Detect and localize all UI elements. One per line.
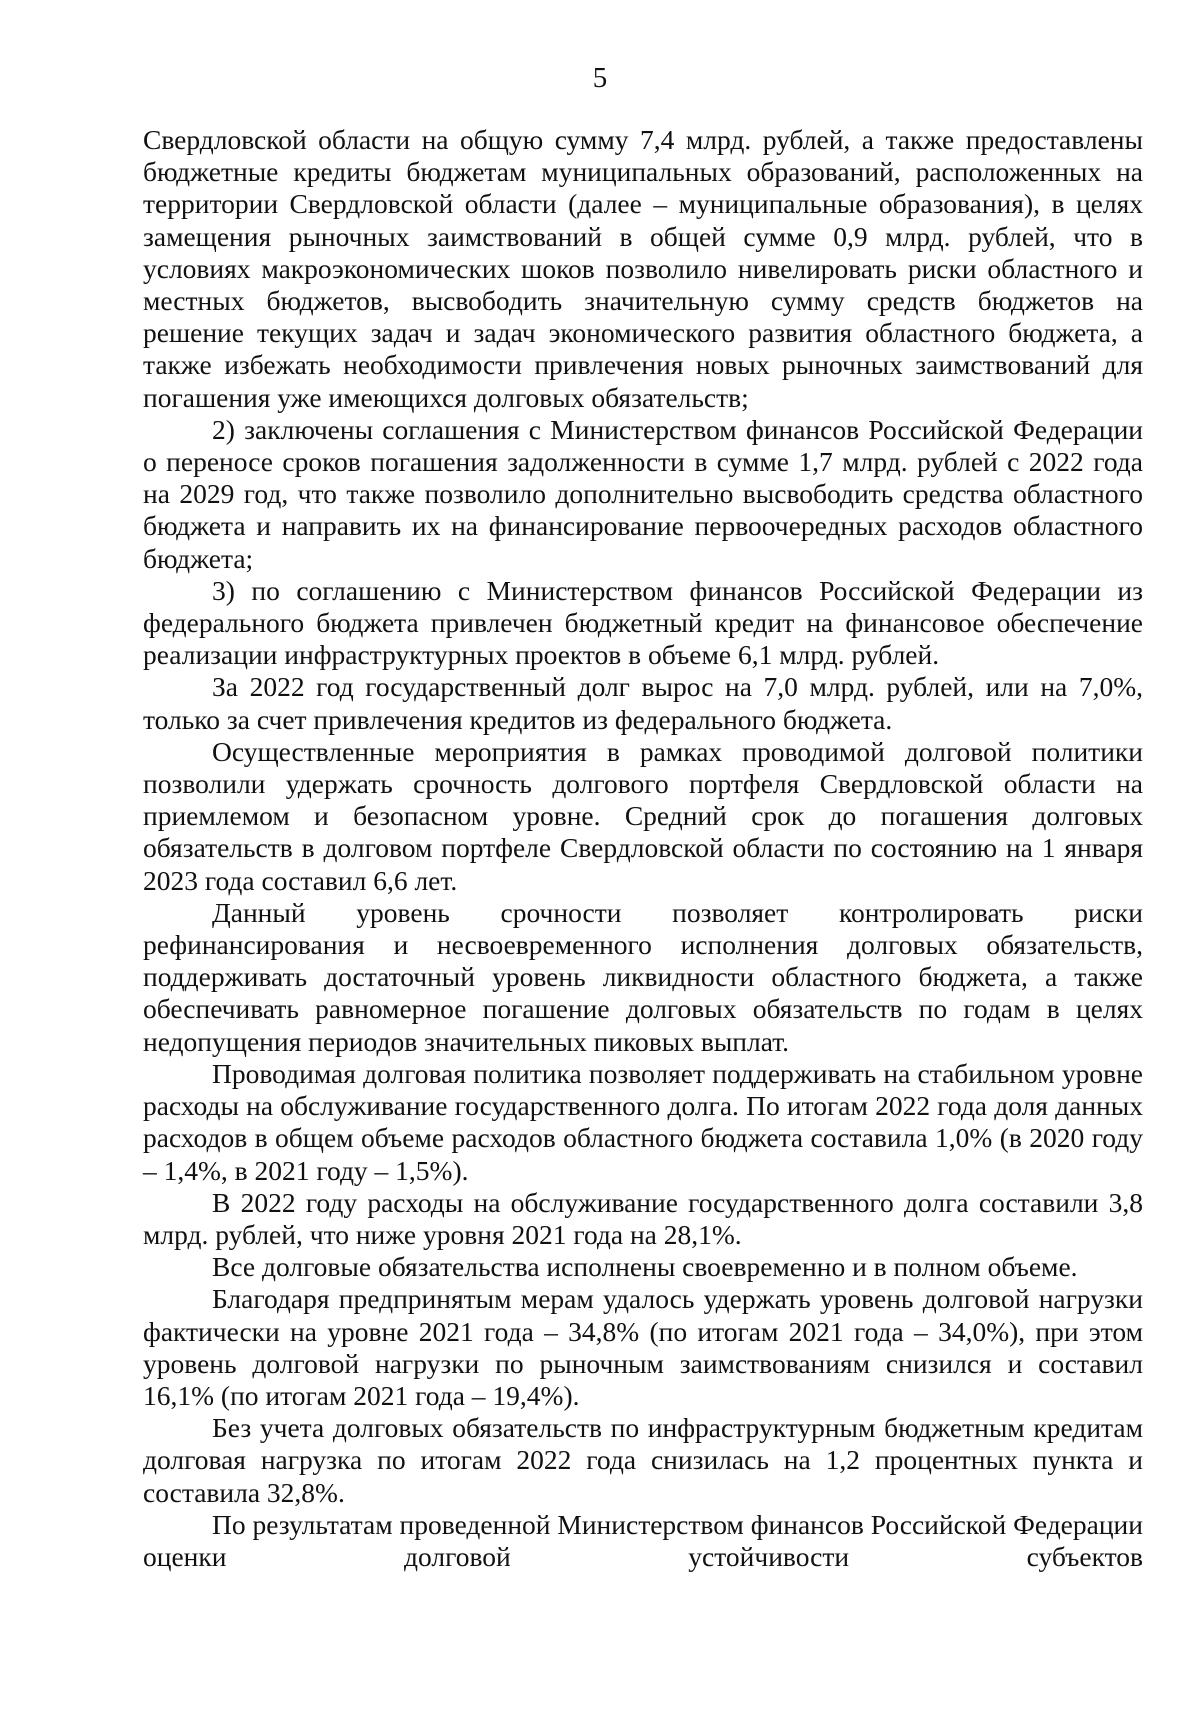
paragraph-continuation: Свердловской области на общую сумму 7,4 млрд. рублей, а также предоставлены бюджетные кредиты бюджетам муниципальных образований, расположенных на территории Свердловской области (далее – муниципальные образования), в целях замещения рыночных заимствований в общей сумме 0,9 млрд. рублей, что в условиях макроэкономических шоков позволило нивелировать риски областного и местных бюджетов, высвободить значительную сумму средств бюджетов на решение текущих задач и задач экономического развития областного бюджета, а также избежать необходимости привлечения новых рыночных заимствований для погашения уже имеющихся долговых обязательств; <box>143 124 1143 413</box>
paragraph-debt-maturity: Осуществленные мероприятия в рамках проводимой долговой политики позволили удержать срочность долгового портфеля Свердловской области на приемлемом и безопасном уровне. Средний срок до погашения долговых обязательств в долговом портфеле Свердловской области по состоянию на 1 января 2023 года составил 6,6 лет. <box>143 735 1143 896</box>
paragraph-debt-burden: Благодаря предпринятым мерам удалось удержать уровень долговой нагрузки фактически на уровне 2021 года – 34,8% (по итогам 2021 года – 34,0%), при этом уровень долговой нагрузки по рыночным заимствованиям снизился и составил 16,1% (по итогам 2021 года – 19,4%). <box>143 1283 1143 1411</box>
paragraph-obligations-fulfilled: Все долговые обязательства исполнены своевременно и в полном объеме. <box>212 1251 1078 1283</box>
paragraph-item-3: 3) по соглашению с Министерством финансов Российской Федерации из федерального бюджета привлечен бюджетный кредит на финансовое обеспечение реализации инфраструктурных проектов в объеме 6,1 млрд. рублей. <box>143 574 1143 671</box>
paragraph-debt-burden-excluding-infrastructure: Без учета долговых обязательств по инфраструктурным бюджетным кредитам долговая нагрузка по итогам 2022 года снизилась на 1,2 процентных пункта и составила 32,8%. <box>143 1412 1143 1508</box>
paragraph-item-2: 2) заключены соглашения с Министерством финансов Российской Федерации о переносе сроков погашения задолженности в сумме 1,7 млрд. рублей с 2022 года на 2029 год, что также позволило дополнительно высвободить средства областного бюджета и направить их на финансирование первоочередных расходов областного бюджета; <box>143 413 1143 574</box>
page-number: 5 <box>592 62 608 94</box>
paragraph-debt-sustainability-assessment: По результатам проведенной Министерством финансов Российской Федерации оценки долговой устойчивости субъектов <box>143 1508 1143 1572</box>
document-body <box>143 124 1143 1573</box>
paragraph-service-costs-share: Проводимая долговая политика позволяет поддерживать на стабильном уровне расходы на обслуживание государственного долга. По итогам 2022 года доля данных расходов в общем объеме расходов областного бюджета составила 1,0% (в 2020 году – 1,4%, в 2021 году – 1,5%). <box>143 1057 1143 1186</box>
paragraph-risk-control: Данный уровень срочности позволяет контролировать риски рефинансирования и несвоевременного исполнения долговых обязательств, поддерживать достаточный уровень ликвидности областного бюджета, а также обеспечивать равномерное погашение долговых обязательств по годам в целях недопущения периодов значительных пиковых выплат. <box>143 896 1143 1057</box>
paragraph-service-costs-2022: В 2022 году расходы на обслуживание государственного долга составили 3,8 млрд. рублей, что ниже уровня 2021 года на 28,1%. <box>143 1186 1143 1250</box>
paragraph-debt-growth: За 2022 год государственный долг вырос на 7,0 млрд. рублей, или на 7,0%, только за счет привлечения кредитов из федерального бюджета. <box>143 671 1143 735</box>
